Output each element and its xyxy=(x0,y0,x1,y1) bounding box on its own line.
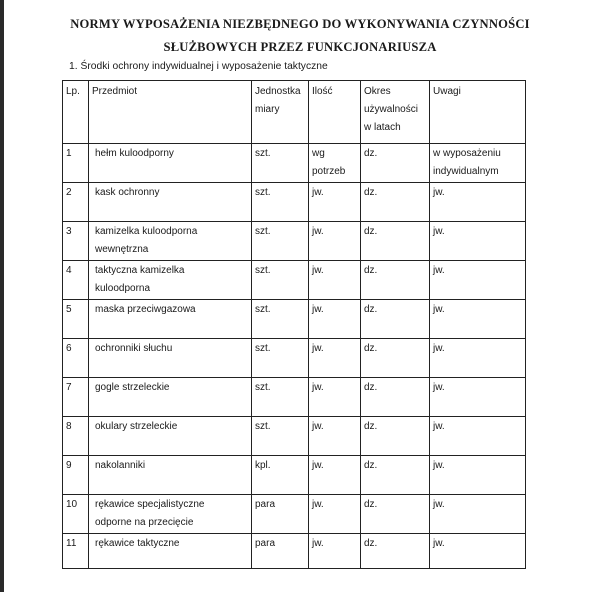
cell-lp: 4 xyxy=(63,261,89,300)
cell-lp: 6 xyxy=(63,339,89,378)
table-row xyxy=(63,222,526,261)
cell-item: gogle strzeleckie xyxy=(89,378,252,417)
cell-lp: 8 xyxy=(63,417,89,456)
cell-period: dz. xyxy=(361,339,430,378)
cell-period: dz. xyxy=(361,456,430,495)
cell-remarks: jw. xyxy=(430,495,526,534)
cell-unit: para xyxy=(252,495,309,534)
cell-period: dz. xyxy=(361,183,430,222)
table-row xyxy=(63,183,526,222)
cell-period: dz. xyxy=(361,300,430,339)
cell-period: dz. xyxy=(361,417,430,456)
cell-quantity: jw. xyxy=(309,378,361,417)
cell-item: maska przeciwgazowa xyxy=(89,300,252,339)
cell-quantity: jw. xyxy=(309,222,361,261)
section-heading: 1. Środki ochrony indywidualnej i wyposażenie taktyczne xyxy=(69,61,328,72)
cell-unit: szt. xyxy=(252,222,309,261)
cell-remarks: w wyposażeniu indywidualnym xyxy=(430,144,526,183)
cell-item: taktyczna kamizelka kuloodporna xyxy=(89,261,252,300)
cell-remarks: jw. xyxy=(430,417,526,456)
cell-period: dz. xyxy=(361,222,430,261)
cell-unit: para xyxy=(252,534,309,569)
cell-item: nakolanniki xyxy=(89,456,252,495)
table-row xyxy=(63,144,526,183)
header-quantity: Ilość xyxy=(309,81,361,144)
cell-quantity: jw. xyxy=(309,534,361,569)
table-row xyxy=(63,300,526,339)
cell-period: dz. xyxy=(361,378,430,417)
cell-unit: kpl. xyxy=(252,456,309,495)
cell-lp: 3 xyxy=(63,222,89,261)
header-remarks: Uwagi xyxy=(430,81,526,144)
header-item: Przedmiot xyxy=(89,81,252,144)
table-row xyxy=(63,339,526,378)
table-row xyxy=(63,417,526,456)
cell-lp: 2 xyxy=(63,183,89,222)
cell-period: dz. xyxy=(361,261,430,300)
cell-period: dz. xyxy=(361,495,430,534)
header-period: Okres używalności w latach xyxy=(361,81,430,144)
cell-lp: 9 xyxy=(63,456,89,495)
scan-page-edge xyxy=(0,0,4,592)
table-row xyxy=(63,456,526,495)
cell-item: rękawice taktyczne xyxy=(89,534,252,569)
cell-lp: 7 xyxy=(63,378,89,417)
cell-unit: szt. xyxy=(252,261,309,300)
cell-item: rękawice specjalistyczne odporne na przecięcie xyxy=(89,495,252,534)
cell-remarks: jw. xyxy=(430,456,526,495)
cell-lp: 11 xyxy=(63,534,89,569)
cell-quantity: wg potrzeb xyxy=(309,144,361,183)
cell-unit: szt. xyxy=(252,144,309,183)
cell-lp: 1 xyxy=(63,144,89,183)
cell-item: ochronniki słuchu xyxy=(89,339,252,378)
cell-unit: szt. xyxy=(252,417,309,456)
cell-quantity: jw. xyxy=(309,300,361,339)
cell-unit: szt. xyxy=(252,300,309,339)
cell-remarks: jw. xyxy=(430,222,526,261)
cell-period: dz. xyxy=(361,144,430,183)
cell-lp: 5 xyxy=(63,300,89,339)
cell-remarks: jw. xyxy=(430,534,526,569)
cell-remarks: jw. xyxy=(430,339,526,378)
document-title-line-1: NORMY WYPOSAŻENIA NIEZBĘDNEGO DO WYKONYWANIA CZYNNOŚCI xyxy=(70,17,530,31)
cell-unit: szt. xyxy=(252,339,309,378)
cell-quantity: jw. xyxy=(309,495,361,534)
header-lp: Lp. xyxy=(63,81,89,144)
cell-remarks: jw. xyxy=(430,300,526,339)
cell-remarks: jw. xyxy=(430,261,526,300)
cell-quantity: jw. xyxy=(309,339,361,378)
table-row xyxy=(63,378,526,417)
cell-remarks: jw. xyxy=(430,183,526,222)
cell-quantity: jw. xyxy=(309,456,361,495)
header-unit: Jednostka miary xyxy=(252,81,309,144)
document-title-line-2: SŁUŻBOWYCH PRZEZ FUNKCJONARIUSZA xyxy=(163,40,437,54)
cell-lp: 10 xyxy=(63,495,89,534)
equipment-norms-table xyxy=(62,80,526,569)
cell-item: kamizelka kuloodporna wewnętrzna xyxy=(89,222,252,261)
cell-item: okulary strzeleckie xyxy=(89,417,252,456)
cell-remarks: jw. xyxy=(430,378,526,417)
table-row xyxy=(63,495,526,534)
cell-period: dz. xyxy=(361,534,430,569)
cell-quantity: jw. xyxy=(309,261,361,300)
cell-unit: szt. xyxy=(252,378,309,417)
cell-quantity: jw. xyxy=(309,417,361,456)
table-row xyxy=(63,261,526,300)
cell-quantity: jw. xyxy=(309,183,361,222)
table-header-row xyxy=(63,81,526,144)
cell-unit: szt. xyxy=(252,183,309,222)
table-row xyxy=(63,534,526,569)
cell-item: kask ochronny xyxy=(89,183,252,222)
cell-item: hełm kuloodporny xyxy=(89,144,252,183)
